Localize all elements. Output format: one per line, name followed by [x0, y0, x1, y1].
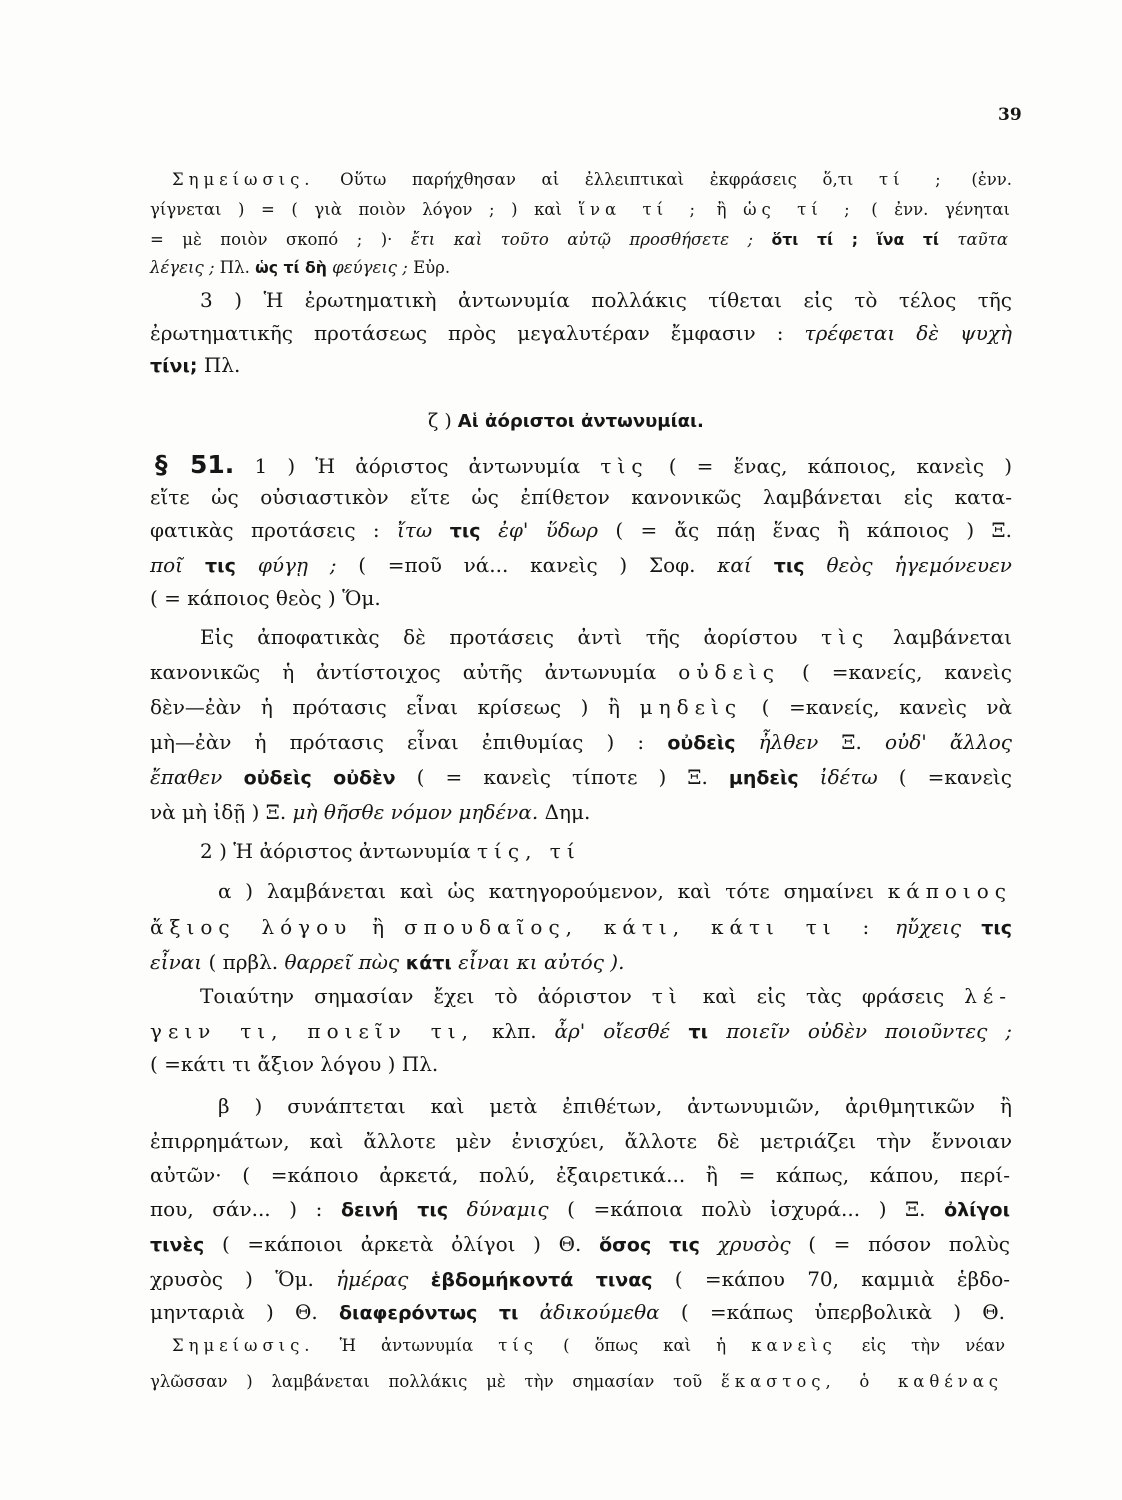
text-line: [150, 692, 1012, 722]
text-run: νὰ μὴ ἰδῇ ) Ξ.: [150, 800, 293, 824]
text-line: [150, 318, 1012, 348]
text-run: εἴτε ὡς οὐσιαστικὸν εἴτε ὡς ἐπίθετον κανονικῶς λαμβάνεται εἰς κατα-: [150, 485, 1012, 509]
text-run: μηνταριὰ ) Θ.: [150, 1300, 339, 1324]
page-number: 39: [998, 105, 1022, 125]
spaced-text: μηδεὶς: [639, 695, 743, 719]
section-number: § 51.: [155, 450, 235, 479]
text-line: [200, 285, 1012, 315]
bold-text: κάτι: [399, 952, 452, 974]
text-line: [150, 482, 1012, 512]
text-line: [150, 947, 624, 978]
text-run: φατικὰς προτάσεις :: [150, 518, 397, 542]
text-run: κανονικῶς ἡ ἀντίστοιχος αὐτῆς ἀντωνυμία: [150, 660, 679, 684]
spaced-text: τὶς: [600, 454, 649, 478]
spaced-text: κανεὶς: [751, 1336, 837, 1355]
text-line: [200, 622, 1012, 652]
text-line: [150, 727, 1012, 758]
text-run: γίγνεται ) = ( γιὰ ποιὸν λόγον ; ) καὶ: [150, 200, 579, 219]
text-run: ( = κανεὶς τίποτε ) Ξ.: [395, 765, 729, 789]
note-line: [172, 167, 1012, 193]
text-line: [200, 836, 581, 866]
text-run: ζ ): [428, 410, 458, 432]
section-heading: [428, 406, 704, 437]
text-run: 1 ) Ἡ ἀόριστος ἀντωνυμία: [234, 454, 601, 478]
text-run: = μὲ ποιὸν σκοπό ; )·: [150, 230, 411, 249]
text-run: εἰς τὴν νέαν: [836, 1336, 1005, 1355]
text-run: α ) λαμβάνεται καὶ ὡς κατηγορούμενον, καὶ τότε σημαίνει: [218, 879, 888, 903]
bold-text: ὀλίγοι: [944, 1199, 1010, 1221]
italic-text: ποιεῖν οὐδὲν ποιοῦντες ;: [726, 1019, 1012, 1043]
text-run: κλπ.: [474, 1019, 555, 1043]
note-line: [150, 197, 1010, 223]
spaced-text: τίς, τί: [476, 839, 581, 863]
text-line: [155, 449, 1012, 482]
note-line: [150, 1369, 1003, 1395]
spaced-text: λέ-: [964, 984, 1012, 1008]
text-line: [150, 1126, 1012, 1156]
text-run: Δημ.: [538, 800, 591, 824]
bold-text: ὅσος τις: [599, 1234, 700, 1256]
italic-text: χρυσὸς: [699, 1232, 791, 1256]
italic-text: μὴ θῆσθε νόμον μηδένα.: [292, 800, 539, 824]
italic-text: ἴτω: [396, 518, 433, 542]
text-run: ( =κάπως ὑπερβολικὰ ) Θ.: [659, 1300, 1005, 1324]
text-run: Εἰς ἀποφατικὰς δὲ προτάσεις ἀντὶ τῆς ἀορίστου: [200, 625, 822, 649]
bold-text: ἑβδομήκοντά τινας: [408, 1269, 653, 1291]
italic-text: εἶναι κι αὐτός ).: [451, 950, 625, 974]
text-run: ἢ: [352, 915, 405, 939]
spaced-text: τὶς: [821, 625, 870, 649]
text-run: αὐτῶν· ( =κάποιο ἀρκετά, πολύ, ἐξαιρετικά... ἢ = κάπως, κάπου, περί-: [150, 1163, 1010, 1187]
note-line: [172, 1333, 1005, 1359]
bold-text: ὡς τί δὴ: [255, 258, 327, 277]
text-run: ( ἐνν. γένηται: [854, 200, 1011, 219]
bold-text: Αἱ ἀόριστοι ἀντωνυμίαι.: [457, 411, 704, 432]
bold-text: τις: [751, 555, 827, 577]
italic-text: ἔπαθεν: [150, 765, 223, 789]
text-run: γλῶσσαν ) λαμβάνεται πολλάκις μὲ τὴν σημασίαν τοῦ: [150, 1372, 721, 1391]
text-line: [150, 1160, 1010, 1190]
spaced-text: ὡς τί ;: [743, 200, 855, 219]
text-line: [150, 515, 1012, 546]
italic-text: θαρρεῖ πὼς: [284, 950, 400, 974]
spaced-text: Σημείωσις.: [172, 1336, 315, 1355]
text-line: [150, 797, 590, 827]
italic-text: φεύγεις ;: [326, 258, 408, 277]
text-run: Εὐρ.: [407, 258, 451, 277]
spaced-text: Σημείωσις.: [172, 170, 315, 189]
text-run: δὲν—ἐὰν ἡ πρότασις εἶναι κρίσεως ) ἢ: [150, 695, 640, 719]
bold-text: οὐδεὶς: [667, 732, 736, 754]
text-run: Πλ.: [197, 353, 241, 377]
italic-text: φύγῃ ;: [257, 553, 337, 577]
italic-text: λέγεις ;: [150, 258, 215, 277]
italic-text: καί: [717, 553, 752, 577]
text-line: [150, 1016, 1012, 1047]
text-run: ( =κάποιοι ἀρκετὰ ὀλίγοι ) Θ.: [204, 1232, 600, 1256]
text-run: Πλ.: [214, 258, 256, 277]
italic-text: ἀδικούμεθα: [518, 1300, 660, 1324]
italic-text: τρέφεται δὲ ψυχὴ: [804, 321, 1012, 345]
spaced-text: ἕκαστος, ὁ καθένας: [720, 1372, 1003, 1391]
text-line: [150, 657, 1012, 687]
text-line: [150, 350, 240, 381]
text-run: β ) συνάπτεται καὶ μετὰ ἐπιθέτων, ἀντωνυμιῶν, ἀριθμητικῶν ἢ: [218, 1094, 1012, 1118]
text-run: ( = ἄς πάῃ ἕνας ἢ κάποιος ) Ξ.: [597, 518, 1012, 542]
spaced-text: οὐδεὶς: [678, 660, 780, 684]
text-run: ἐρωτηματικῆς προτάσεως πρὸς μεγαλυτέραν ἔμφασιν :: [150, 321, 805, 345]
text-run: ἢ: [700, 200, 744, 219]
text-run: καὶ εἰς τὰς φράσεις: [682, 984, 965, 1008]
text-run: Τοιαύτην σημασίαν ἔχει τὸ ἀόριστον: [200, 984, 652, 1008]
text-line: [218, 1091, 1012, 1121]
note-line: [150, 255, 450, 281]
spaced-text: ἵνα τί ;: [578, 200, 701, 219]
text-run: ( πρβλ.: [202, 950, 285, 974]
spaced-text: σπουδαῖος, κάτι, κάτι τι :: [404, 915, 876, 939]
bold-text: τι: [670, 1021, 727, 1043]
text-run: 3 ) Ἡ ἐρωτηματικὴ ἀντωνυμία πολλάκις τίθεται εἰς τὸ τέλος τῆς: [200, 288, 1012, 312]
italic-text: οὐδ' ἄλλος: [885, 730, 1012, 754]
bold-text: τις: [961, 917, 1013, 939]
italic-text: ἡμέρας: [336, 1267, 409, 1291]
bold-text: δεινή τις: [340, 1199, 449, 1221]
bold-text: τινὲς: [150, 1234, 205, 1256]
text-run: ἐπιρρημάτων, καὶ ἄλλοτε μὲν ἐνισχύει, ἄλλοτε δὲ μετριάζει τὴν ἔννοιαν: [150, 1129, 1012, 1153]
text-run: (ἐνν.: [945, 170, 1013, 189]
text-run: ( =κάποια πολὺ ἰσχυρά... ) Ξ.: [548, 1197, 945, 1221]
spaced-text: γειν τι, ποιεῖν τι,: [150, 1019, 475, 1043]
italic-text: ἐφ' ὕδωρ: [498, 518, 598, 542]
text-line: [150, 1194, 1010, 1225]
italic-text: εἶναι: [150, 950, 203, 974]
text-line: [150, 583, 381, 613]
text-line: [150, 1049, 438, 1079]
italic-text: ποῖ: [150, 553, 184, 577]
text-run: 2 ) Ἡ ἀόριστος ἀντωνυμία: [200, 839, 477, 863]
text-run: ( =κανείς, κανεὶς νὰ: [742, 695, 1013, 719]
bold-text: μηδεὶς: [728, 767, 799, 789]
bold-text: τις: [183, 555, 258, 577]
spaced-text: κάποιος: [887, 879, 1012, 903]
text-run: ( =ποῦ νά... κανεὶς ) Σοφ.: [336, 553, 718, 577]
spaced-text: τὶ: [651, 984, 683, 1008]
text-line: [150, 912, 1012, 943]
text-run: Ξ.: [818, 730, 885, 754]
italic-text: ηὔχεις: [875, 915, 962, 939]
text-run: λαμβάνεται: [869, 625, 1012, 649]
text-run: χρυσὸς ) Ὅμ.: [150, 1267, 337, 1291]
text-run: μὴ—ἐὰν ἡ πρότασις εἶναι ἐπιθυμίας ) :: [150, 730, 668, 754]
italic-text: ταῦτα: [938, 230, 1008, 249]
text-run: ( =κανείς, κανεὶς: [779, 660, 1012, 684]
text-line: [218, 876, 1012, 906]
text-line: [200, 981, 1012, 1011]
spaced-text: τί ;: [879, 170, 946, 189]
bold-text: διαφερόντως τι: [339, 1302, 519, 1324]
text-line: [150, 550, 1012, 581]
note-line: [150, 227, 1008, 253]
bold-text: τις: [432, 520, 499, 542]
text-run: ( =κάπου 70, καμμιὰ ἑβδο-: [652, 1267, 1010, 1291]
bold-text: ὅτι τί ; ἵνα τί: [771, 230, 939, 249]
text-run: ( = ἕνας, κάποιος, κανεὶς ): [648, 454, 1012, 478]
text-run: ( =κάτι τι ἄξιον λόγου ) Πλ.: [150, 1052, 439, 1076]
italic-text: ἦλθεν: [735, 730, 819, 754]
italic-text: θεὸς ἡγεμόνευεν: [826, 553, 1012, 577]
spaced-text: ἄξιος λόγου: [150, 915, 353, 939]
text-run: ( = κάποιος θεὸς ) Ὅμ.: [150, 586, 381, 610]
text-run: που, σάν... ) :: [150, 1197, 341, 1221]
spaced-text: τίς: [498, 1336, 538, 1355]
text-line: [150, 1264, 1010, 1295]
text-run: ( =κανεὶς: [877, 765, 1012, 789]
italic-text: ἔτι καὶ τοῦτο αὐτῷ προσθήσετε ;: [410, 230, 772, 249]
italic-text: δύναμις: [448, 1197, 549, 1221]
text-run: ( = πόσον πολὺς: [790, 1232, 1011, 1256]
bold-text: τίνι;: [150, 355, 198, 377]
text-line: [150, 762, 1012, 793]
text-line: [150, 1229, 1010, 1260]
text-run: Ἡ ἀντωνυμία: [314, 1336, 499, 1355]
italic-text: ἰδέτω: [798, 765, 878, 789]
italic-text: ἆρ' οἴεσθέ: [554, 1019, 671, 1043]
text-line: [150, 1297, 1005, 1328]
text-run: ( ὅπως καὶ ἡ: [537, 1336, 752, 1355]
bold-text: οὐδεὶς οὐδὲν: [222, 767, 396, 789]
text-run: Οὕτω παρήχθησαν αἱ ἐλλειπτικαὶ ἐκφράσεις ὅ,τι: [314, 170, 880, 189]
